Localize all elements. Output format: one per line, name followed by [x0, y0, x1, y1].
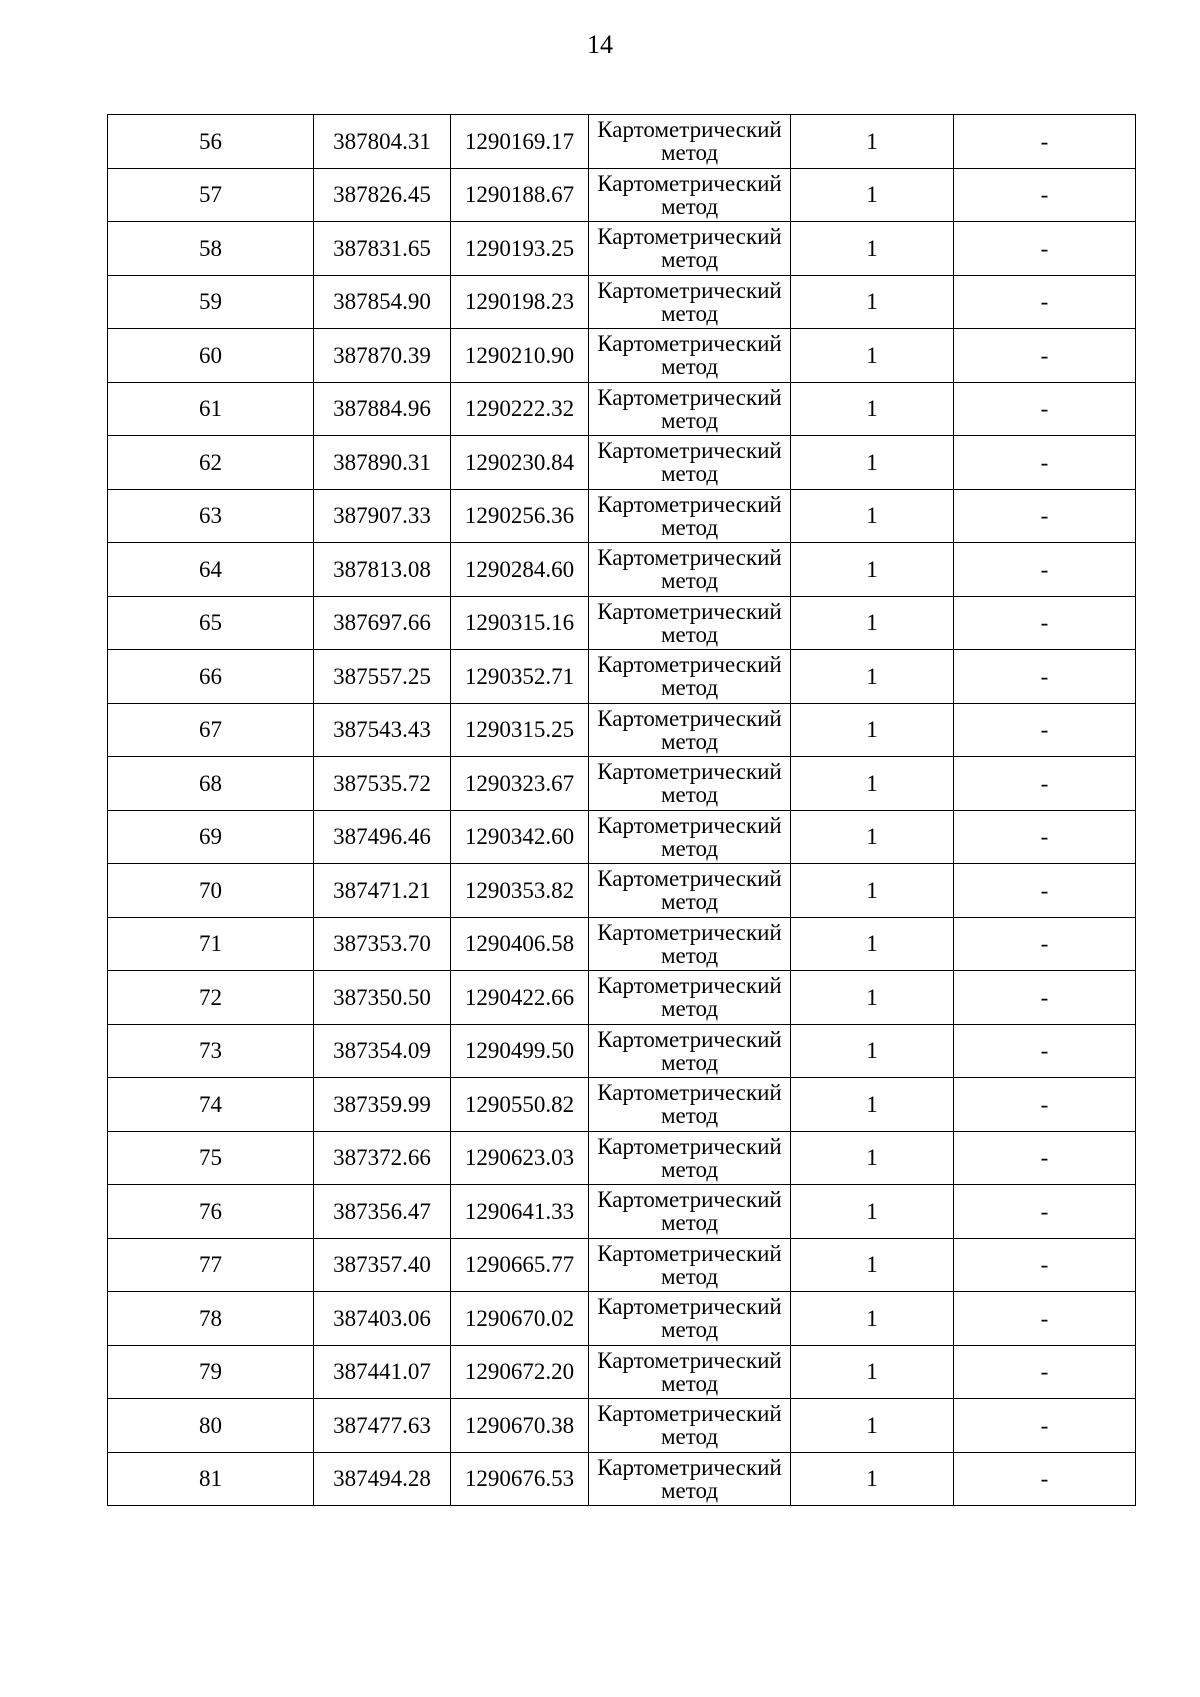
- method-cell: [589, 1292, 791, 1346]
- accuracy-cell: 1: [791, 1452, 954, 1506]
- table-row: [108, 650, 1136, 704]
- table-row: [108, 810, 1136, 864]
- x-coordinate-cell: 387494.28: [314, 1452, 451, 1506]
- table-row: [108, 543, 1136, 597]
- y-coordinate-cell: 1290193.25: [451, 222, 589, 276]
- method-cell: [589, 917, 791, 971]
- method-text-line: Картометрический: [597, 1401, 782, 1427]
- point-number-cell: 60: [108, 329, 314, 383]
- method-cell: [589, 864, 791, 918]
- y-coordinate-cell: 1290169.17: [451, 115, 589, 169]
- note-cell: -: [954, 1238, 1136, 1292]
- method-cell: [589, 382, 791, 436]
- method-cell: [589, 115, 791, 169]
- point-number-cell: 63: [108, 489, 314, 543]
- x-coordinate-cell: 387372.66: [314, 1131, 451, 1185]
- note-cell: -: [954, 1399, 1136, 1453]
- table-row: [108, 917, 1136, 971]
- method-text-line: Картометрический: [597, 438, 782, 464]
- y-coordinate-cell: 1290188.67: [451, 168, 589, 222]
- y-coordinate-cell: 1290342.60: [451, 810, 589, 864]
- accuracy-cell: 1: [791, 1024, 954, 1078]
- method-text-line: Картометрический: [597, 170, 782, 196]
- y-coordinate-cell: 1290315.25: [451, 703, 589, 757]
- method-cell: [589, 1185, 791, 1239]
- accuracy-cell: 1: [791, 703, 954, 757]
- y-coordinate-cell: 1290623.03: [451, 1131, 589, 1185]
- note-cell: -: [954, 329, 1136, 383]
- method-text-line: Картометрический: [597, 705, 782, 731]
- method-text-line: метод: [660, 1317, 719, 1343]
- method-cell: [589, 275, 791, 329]
- method-cell: [589, 1131, 791, 1185]
- y-coordinate-cell: 1290676.53: [451, 1452, 589, 1506]
- x-coordinate-cell: 387907.33: [314, 489, 451, 543]
- method-text-line: Картометрический: [597, 812, 782, 838]
- y-coordinate-cell: 1290422.66: [451, 971, 589, 1025]
- note-cell: -: [954, 1024, 1136, 1078]
- method-text-line: Картометрический: [597, 384, 782, 410]
- y-coordinate-cell: 1290499.50: [451, 1024, 589, 1078]
- point-number-cell: 58: [108, 222, 314, 276]
- y-coordinate-cell: 1290222.32: [451, 382, 589, 436]
- note-cell: -: [954, 703, 1136, 757]
- point-number-cell: 75: [108, 1131, 314, 1185]
- table-row: [108, 115, 1136, 169]
- table-row: [108, 864, 1136, 918]
- note-cell: -: [954, 1185, 1136, 1239]
- table-row: [108, 382, 1136, 436]
- method-cell: [589, 489, 791, 543]
- method-cell: [589, 1238, 791, 1292]
- x-coordinate-cell: 387813.08: [314, 543, 451, 597]
- method-text-line: метод: [660, 568, 719, 594]
- accuracy-cell: 1: [791, 650, 954, 704]
- x-coordinate-cell: 387359.99: [314, 1078, 451, 1132]
- note-cell: -: [954, 1078, 1136, 1132]
- note-cell: -: [954, 917, 1136, 971]
- method-text-line: метод: [660, 1424, 719, 1450]
- method-text-line: Картометрический: [597, 598, 782, 624]
- method-text-line: Картометрический: [597, 117, 782, 143]
- accuracy-cell: 1: [791, 436, 954, 490]
- accuracy-cell: 1: [791, 1292, 954, 1346]
- y-coordinate-cell: 1290641.33: [451, 1185, 589, 1239]
- note-cell: -: [954, 489, 1136, 543]
- table-row: [108, 222, 1136, 276]
- point-number-cell: 62: [108, 436, 314, 490]
- method-cell: [589, 329, 791, 383]
- accuracy-cell: 1: [791, 971, 954, 1025]
- y-coordinate-cell: 1290198.23: [451, 275, 589, 329]
- method-text-line: Картометрический: [597, 973, 782, 999]
- method-text-line: метод: [660, 407, 719, 433]
- method-cell: [589, 168, 791, 222]
- table-row: [108, 1452, 1136, 1506]
- table-row: [108, 596, 1136, 650]
- x-coordinate-cell: 387354.09: [314, 1024, 451, 1078]
- accuracy-cell: 1: [791, 489, 954, 543]
- method-text-line: метод: [660, 621, 719, 647]
- method-text-line: Картометрический: [597, 1187, 782, 1213]
- method-cell: [589, 543, 791, 597]
- accuracy-cell: 1: [791, 917, 954, 971]
- y-coordinate-cell: 1290352.71: [451, 650, 589, 704]
- table-row: [108, 436, 1136, 490]
- point-number-cell: 77: [108, 1238, 314, 1292]
- point-number-cell: 57: [108, 168, 314, 222]
- point-number-cell: 61: [108, 382, 314, 436]
- method-text-line: метод: [660, 728, 719, 754]
- method-text-line: метод: [660, 942, 719, 968]
- accuracy-cell: 1: [791, 1131, 954, 1185]
- method-text-line: метод: [660, 1263, 719, 1289]
- y-coordinate-cell: 1290406.58: [451, 917, 589, 971]
- method-text-line: метод: [660, 1156, 719, 1182]
- note-cell: -: [954, 275, 1136, 329]
- accuracy-cell: 1: [791, 1399, 954, 1453]
- method-text-line: метод: [660, 782, 719, 808]
- point-number-cell: 73: [108, 1024, 314, 1078]
- point-number-cell: 64: [108, 543, 314, 597]
- accuracy-cell: 1: [791, 864, 954, 918]
- point-number-cell: 56: [108, 115, 314, 169]
- method-text-line: Картометрический: [597, 652, 782, 678]
- method-text-line: Картометрический: [597, 1133, 782, 1159]
- accuracy-cell: 1: [791, 1185, 954, 1239]
- method-text-line: метод: [660, 889, 719, 915]
- x-coordinate-cell: 387884.96: [314, 382, 451, 436]
- note-cell: -: [954, 971, 1136, 1025]
- method-cell: [589, 757, 791, 811]
- y-coordinate-cell: 1290284.60: [451, 543, 589, 597]
- method-cell: [589, 1452, 791, 1506]
- accuracy-cell: 1: [791, 115, 954, 169]
- method-text-line: метод: [660, 1210, 719, 1236]
- method-text-line: метод: [660, 1049, 719, 1075]
- table-row: [108, 1185, 1136, 1239]
- method-text-line: Картометрический: [597, 277, 782, 303]
- method-cell: [589, 1399, 791, 1453]
- point-number-cell: 68: [108, 757, 314, 811]
- table-row: [108, 275, 1136, 329]
- point-number-cell: 72: [108, 971, 314, 1025]
- y-coordinate-cell: 1290670.38: [451, 1399, 589, 1453]
- method-text-line: метод: [660, 1477, 719, 1503]
- method-text-line: Картометрический: [597, 759, 782, 785]
- y-coordinate-cell: 1290230.84: [451, 436, 589, 490]
- note-cell: -: [954, 596, 1136, 650]
- method-text-line: метод: [660, 300, 719, 326]
- y-coordinate-cell: 1290550.82: [451, 1078, 589, 1132]
- accuracy-cell: 1: [791, 168, 954, 222]
- note-cell: -: [954, 1292, 1136, 1346]
- y-coordinate-cell: 1290672.20: [451, 1345, 589, 1399]
- table-row: [108, 703, 1136, 757]
- y-coordinate-cell: 1290323.67: [451, 757, 589, 811]
- method-cell: [589, 810, 791, 864]
- x-coordinate-cell: 387403.06: [314, 1292, 451, 1346]
- method-cell: [589, 1024, 791, 1078]
- method-text-line: метод: [660, 514, 719, 540]
- method-text-line: Картометрический: [597, 1294, 782, 1320]
- accuracy-cell: 1: [791, 275, 954, 329]
- note-cell: -: [954, 543, 1136, 597]
- method-cell: [589, 436, 791, 490]
- table-row: [108, 1024, 1136, 1078]
- method-cell: [589, 1078, 791, 1132]
- x-coordinate-cell: 387697.66: [314, 596, 451, 650]
- accuracy-cell: 1: [791, 1345, 954, 1399]
- method-text-line: Картометрический: [597, 545, 782, 571]
- point-number-cell: 79: [108, 1345, 314, 1399]
- x-coordinate-cell: 387356.47: [314, 1185, 451, 1239]
- x-coordinate-cell: 387890.31: [314, 436, 451, 490]
- method-text-line: Картометрический: [597, 866, 782, 892]
- accuracy-cell: 1: [791, 596, 954, 650]
- x-coordinate-cell: 387831.65: [314, 222, 451, 276]
- y-coordinate-cell: 1290210.90: [451, 329, 589, 383]
- y-coordinate-cell: 1290256.36: [451, 489, 589, 543]
- y-coordinate-cell: 1290665.77: [451, 1238, 589, 1292]
- note-cell: -: [954, 382, 1136, 436]
- point-number-cell: 69: [108, 810, 314, 864]
- note-cell: -: [954, 1131, 1136, 1185]
- x-coordinate-cell: 387826.45: [314, 168, 451, 222]
- method-cell: [589, 596, 791, 650]
- table-row: [108, 971, 1136, 1025]
- method-text-line: метод: [660, 247, 719, 273]
- x-coordinate-cell: 387441.07: [314, 1345, 451, 1399]
- method-text-line: метод: [660, 675, 719, 701]
- method-text-line: метод: [660, 140, 719, 166]
- accuracy-cell: 1: [791, 543, 954, 597]
- note-cell: -: [954, 436, 1136, 490]
- note-cell: -: [954, 1452, 1136, 1506]
- method-text-line: метод: [660, 996, 719, 1022]
- x-coordinate-cell: 387350.50: [314, 971, 451, 1025]
- x-coordinate-cell: 387854.90: [314, 275, 451, 329]
- x-coordinate-cell: 387477.63: [314, 1399, 451, 1453]
- coordinates-table-body: [108, 115, 1136, 1506]
- table-row: [108, 168, 1136, 222]
- x-coordinate-cell: 387471.21: [314, 864, 451, 918]
- method-text-line: метод: [660, 193, 719, 219]
- note-cell: -: [954, 222, 1136, 276]
- method-cell: [589, 1345, 791, 1399]
- point-number-cell: 70: [108, 864, 314, 918]
- method-text-line: метод: [660, 461, 719, 487]
- note-cell: -: [954, 1345, 1136, 1399]
- table-row: [108, 329, 1136, 383]
- x-coordinate-cell: 387357.40: [314, 1238, 451, 1292]
- accuracy-cell: 1: [791, 1078, 954, 1132]
- accuracy-cell: 1: [791, 382, 954, 436]
- table-row: [108, 1399, 1136, 1453]
- coordinates-table: [107, 114, 1136, 1506]
- method-cell: [589, 971, 791, 1025]
- method-text-line: Картометрический: [597, 1347, 782, 1373]
- point-number-cell: 67: [108, 703, 314, 757]
- y-coordinate-cell: 1290353.82: [451, 864, 589, 918]
- method-text-line: Картометрический: [597, 224, 782, 250]
- table-row: [108, 757, 1136, 811]
- method-text-line: Картометрический: [597, 1026, 782, 1052]
- method-text-line: Картометрический: [597, 1080, 782, 1106]
- point-number-cell: 66: [108, 650, 314, 704]
- table-row: [108, 1078, 1136, 1132]
- table-row: [108, 489, 1136, 543]
- point-number-cell: 78: [108, 1292, 314, 1346]
- note-cell: -: [954, 757, 1136, 811]
- x-coordinate-cell: 387535.72: [314, 757, 451, 811]
- point-number-cell: 59: [108, 275, 314, 329]
- method-text-line: метод: [660, 1370, 719, 1396]
- x-coordinate-cell: 387870.39: [314, 329, 451, 383]
- note-cell: -: [954, 650, 1136, 704]
- point-number-cell: 76: [108, 1185, 314, 1239]
- note-cell: -: [954, 115, 1136, 169]
- accuracy-cell: 1: [791, 810, 954, 864]
- x-coordinate-cell: 387496.46: [314, 810, 451, 864]
- note-cell: -: [954, 864, 1136, 918]
- method-text-line: метод: [660, 354, 719, 380]
- method-text-line: Картометрический: [597, 1454, 782, 1480]
- x-coordinate-cell: 387804.31: [314, 115, 451, 169]
- method-cell: [589, 650, 791, 704]
- point-number-cell: 74: [108, 1078, 314, 1132]
- method-cell: [589, 222, 791, 276]
- accuracy-cell: 1: [791, 329, 954, 383]
- table-row: [108, 1345, 1136, 1399]
- method-text-line: Картометрический: [597, 919, 782, 945]
- note-cell: -: [954, 168, 1136, 222]
- x-coordinate-cell: 387353.70: [314, 917, 451, 971]
- x-coordinate-cell: 387543.43: [314, 703, 451, 757]
- method-text-line: метод: [660, 1103, 719, 1129]
- point-number-cell: 71: [108, 917, 314, 971]
- point-number-cell: 81: [108, 1452, 314, 1506]
- table-row: [108, 1292, 1136, 1346]
- point-number-cell: 65: [108, 596, 314, 650]
- accuracy-cell: 1: [791, 1238, 954, 1292]
- method-cell: [589, 703, 791, 757]
- page-number: 14: [587, 30, 613, 59]
- method-text-line: Картометрический: [597, 491, 782, 517]
- method-text-line: метод: [660, 835, 719, 861]
- y-coordinate-cell: 1290670.02: [451, 1292, 589, 1346]
- method-text-line: Картометрический: [597, 1240, 782, 1266]
- accuracy-cell: 1: [791, 757, 954, 811]
- method-text-line: Картометрический: [597, 331, 782, 357]
- x-coordinate-cell: 387557.25: [314, 650, 451, 704]
- accuracy-cell: 1: [791, 222, 954, 276]
- y-coordinate-cell: 1290315.16: [451, 596, 589, 650]
- table-row: [108, 1131, 1136, 1185]
- point-number-cell: 80: [108, 1399, 314, 1453]
- table-row: [108, 1238, 1136, 1292]
- note-cell: -: [954, 810, 1136, 864]
